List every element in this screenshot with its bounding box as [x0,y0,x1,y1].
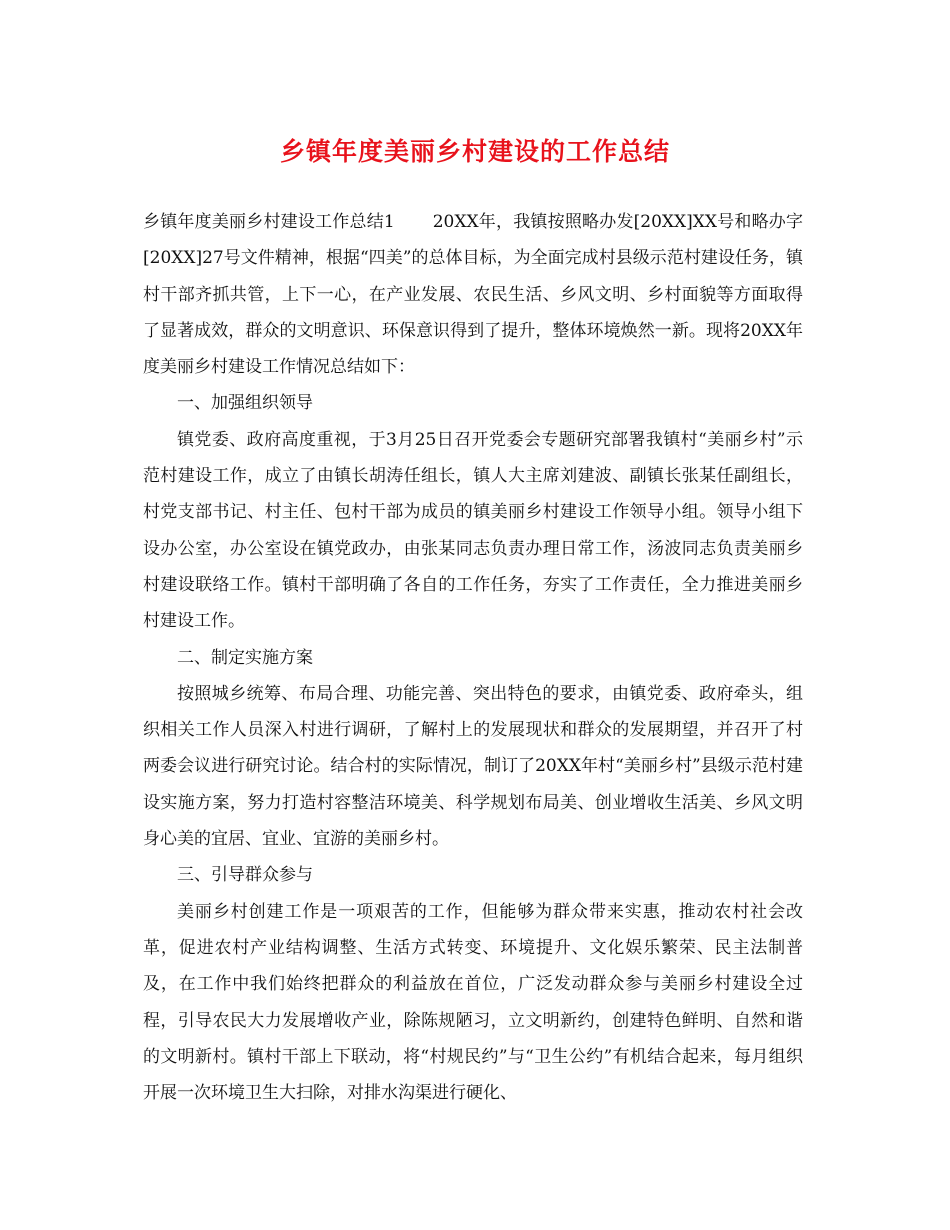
document-body [143,204,803,1111]
intro-paragraph [143,204,803,385]
section-heading-1: 一、加强组织领导 [177,393,313,414]
section-paragraph-3: 美丽乡村创建工作是一项艰苦的工作，但能够为群众带来实惠，推动农村社会改革，促进农村产业结构调整、生活方式转变、环境提升、文化娱乐繁荣、民主法制普及，在工作中我们始终把群众的利益放在首位，广泛发动群众参与美丽乡村建设全过程，引导农民大力发展增收产业，除陈规陋习，立文明新约，创建特色鲜明、自然和谐的文明新村。镇村干部上下联动，将“村规民约”与“卫生公约”有机结合起来，每月组织开展一次环境卫生大扫除，对排水沟渠进行硬化、 [143,901,803,1104]
section-paragraph-1: 镇党委、政府高度重视，于3月25日召开党委会专题研究部署我镇村“美丽乡村”示范村建设工作，成立了由镇长胡涛任组长，镇人大主席刘建波、副镇长张某任副组长，村党支部书记、村主任、包村干部为成员的镇美丽乡村建设工作领导小组。领导小组下设办公室，办公室设在镇党政办，由张某同志负责办理日常工作，汤波同志负责美丽乡村建设联络工作。镇村干部明确了各自的工作任务，夯实了工作责任，全力推进美丽乡村建设工作。 [143,429,803,632]
section-heading-2: 二、制定实施方案 [177,647,313,668]
section-paragraph-2: 按照城乡统筹、布局合理、功能完善、突出特色的要求，由镇党委、政府牵头，组织相关工作人员深入村进行调研，了解村上的发展现状和群众的发展期望，并召开了村两委会议进行研究讨论。结合村的实际情况，制订了20XX年村“美丽乡村”县级示范村建设实施方案，努力打造村容整洁环境美、科学规划布局美、创业增收生活美、乡风文明身心美的宜居、宜业、宜游的美丽乡村。 [143,683,803,850]
document-title: 乡镇年度美丽乡村建设的工作总结 [279,137,670,166]
section-heading-3: 三、引导群众参与 [177,865,313,886]
intro-text: 20XX年，我镇按照略办发[20XX]XX号和略办字[20XX]27号文件精神，根据“四美”的总体目标，为全面完成村县级示范村建设任务，镇村干部齐抓共管，上下一心，在产业发展、农民生活、乡风文明、乡村面貌等方面取得了显著成效，群众的文明意识、环保意识得到了提升，整体环境焕然一新。现将20XX年度美丽乡村建设工作情况总结如下： [143,212,803,378]
intro-heading: 乡镇年度美丽乡村建设工作总结1 [143,212,395,232]
